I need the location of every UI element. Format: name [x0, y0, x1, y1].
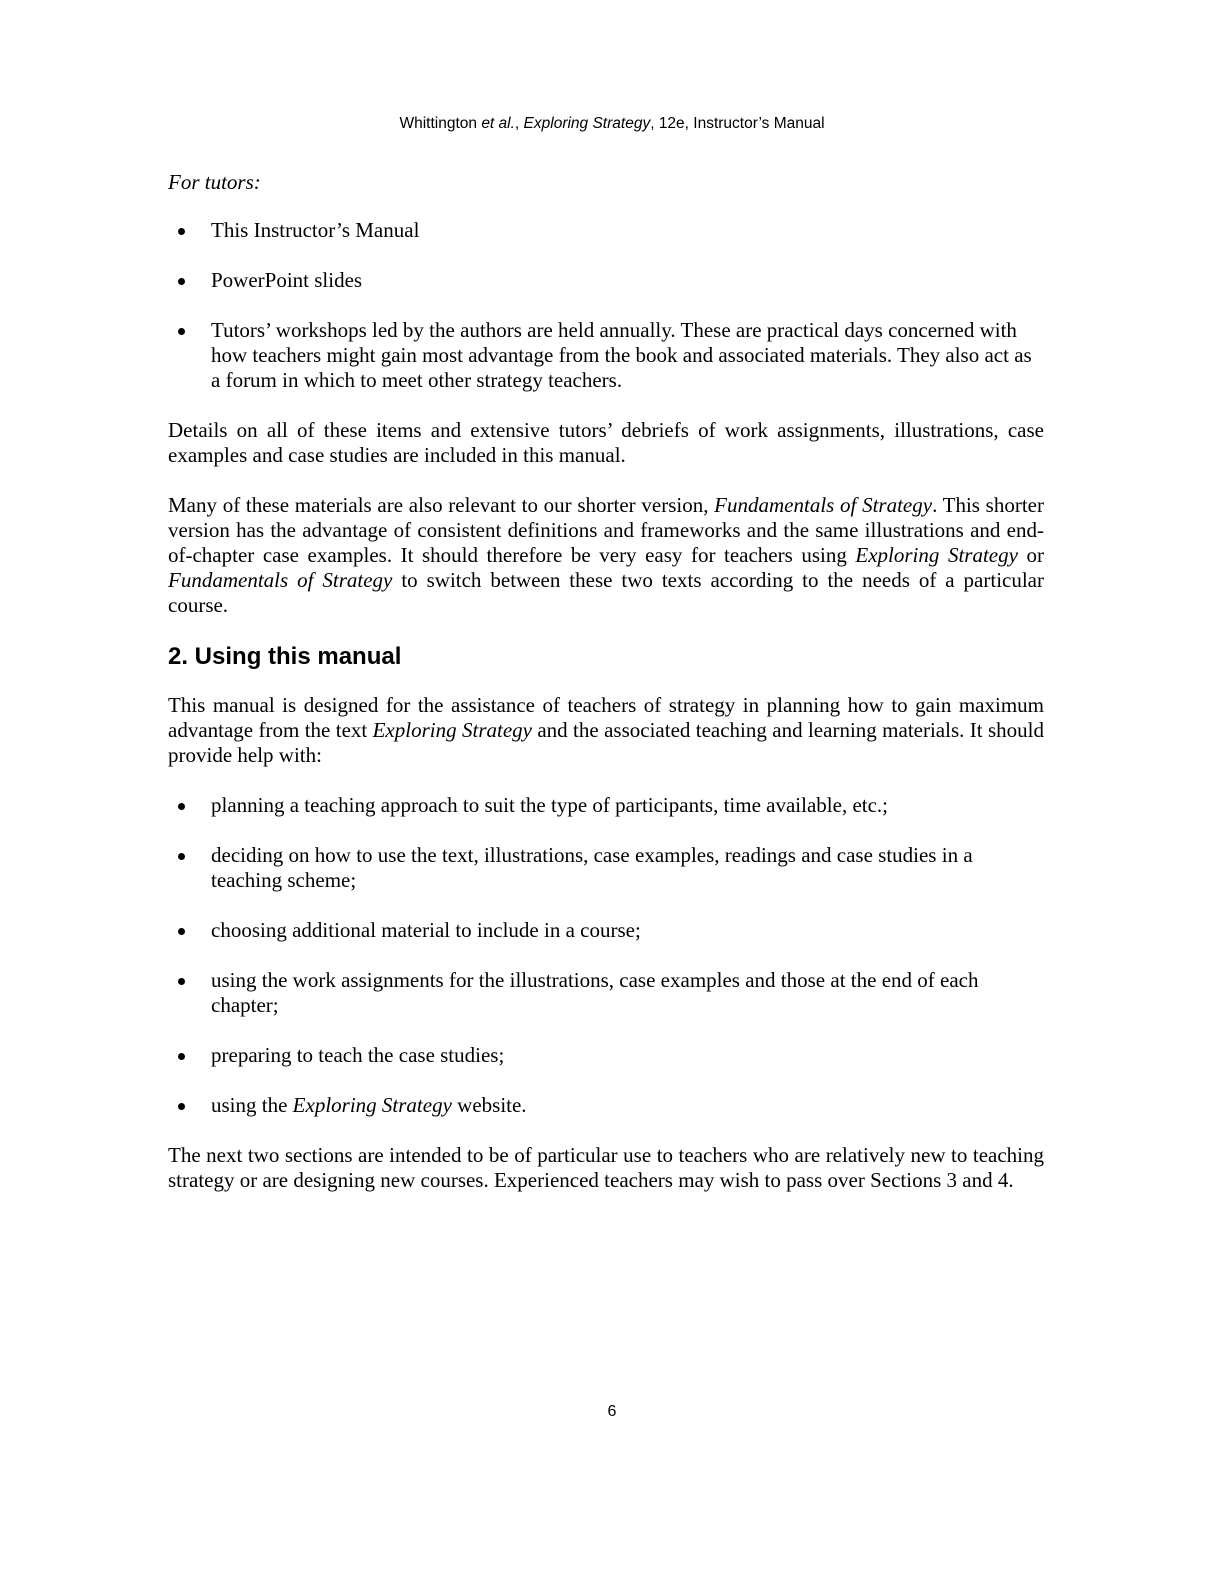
text-run: to switch between these two texts according to the needs of a particular course.: [168, 568, 1044, 617]
book-title: Exploring Strategy: [855, 543, 1018, 567]
book-title: Exploring Strategy: [372, 718, 532, 742]
section-heading: 2. Using this manual: [168, 643, 402, 670]
book-title: Fundamentals of Strategy: [168, 568, 393, 592]
text-run: and the associated teaching and learning materials. It should provide help with:: [168, 718, 1044, 767]
book-title: Fundamentals of Strategy: [714, 493, 933, 517]
list-item: deciding on how to use the text, illustrations, case examples, readings and case studies in a teaching scheme;: [168, 843, 1044, 893]
book-title: Exploring Strategy: [292, 1093, 452, 1117]
list-item: Tutors’ workshops led by the authors are held annually. These are practical days concerned with how teachers might gain most advantage from the book and associated materials. They also act as a forum in which to meet other strategy teachers.: [168, 318, 1044, 393]
header-separator: ,: [514, 115, 524, 132]
text-run: . This shorter version has the advantage of consistent definitions and frameworks and the same illustrations and end-of-chapter case examples. It should therefore be very easy for teachers using: [168, 493, 1044, 567]
header-book-title: Exploring Strategy: [523, 115, 651, 132]
running-header: [0, 115, 1224, 133]
list-item: This Instructor’s Manual: [168, 218, 1044, 243]
closing-paragraph: The next two sections are intended to be of particular use to teachers who are relatively new to teaching strategy or are designing new courses. Experienced teachers may wish to pass over Sections 3 and 4.: [168, 1143, 1044, 1192]
page-content: [168, 170, 1044, 1218]
text-run: website.: [451, 1093, 527, 1117]
text-run: Many of these materials are also relevant to our shorter version,: [168, 493, 715, 517]
list-item: using the work assignments for the illustrations, case examples and those at the end of each chapter;: [168, 968, 1044, 1018]
fundamentals-paragraph: [168, 493, 1044, 618]
for-tutors-heading: For tutors:: [168, 170, 261, 194]
help-list: [168, 793, 1044, 1118]
header-etal: et al.: [481, 115, 515, 132]
text-run: This manual is designed for the assistance of teachers of strategy in planning how to gain maximum advantage from the text: [168, 693, 1044, 742]
list-item: preparing to teach the case studies;: [168, 1043, 1044, 1068]
text-run: using the: [211, 1093, 293, 1117]
header-edition: , 12e, Instructor’s Manual: [650, 115, 825, 132]
text-run: or: [1017, 543, 1044, 567]
tutors-list: [168, 218, 1044, 393]
list-item: choosing additional material to include in a course;: [168, 918, 1044, 943]
list-item: PowerPoint slides: [168, 268, 1044, 293]
details-paragraph: Details on all of these items and extensive tutors’ debriefs of work assignments, illustrations, case examples and case studies are included in this manual.: [168, 418, 1044, 467]
list-item: [168, 1093, 1044, 1118]
section-intro-paragraph: [168, 693, 1044, 768]
list-item: planning a teaching approach to suit the type of participants, time available, etc.;: [168, 793, 1044, 818]
header-author: Whittington: [399, 115, 477, 132]
page-number: 6: [607, 1403, 617, 1420]
